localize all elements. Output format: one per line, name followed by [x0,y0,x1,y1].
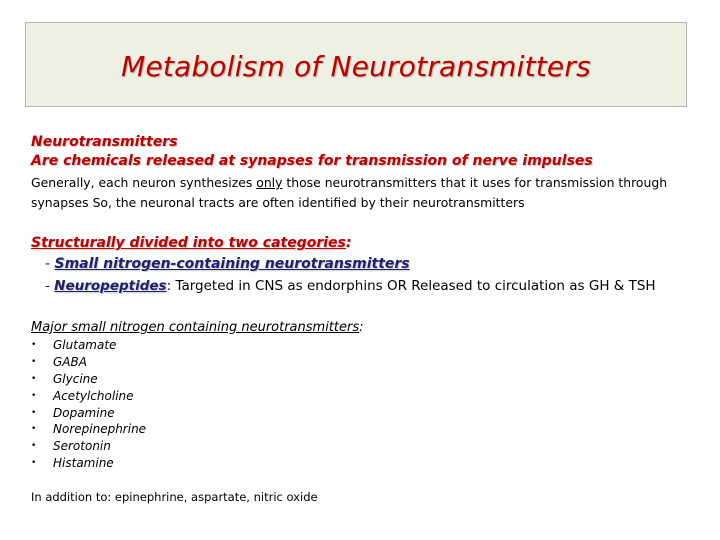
bullet-icon: • [31,340,37,350]
neurotransmitters-heading: Neurotransmitters [31,134,178,150]
neurotransmitters-definition: Are chemicals released at synapses for transmission of nerve impulses [31,153,593,169]
neuropeptides-term: Neuropeptides [54,278,167,294]
general-text-pre: Generally, each neuron synthesizes [31,175,257,190]
list-item [31,354,146,371]
list-item-text: Norepinephrine [53,422,147,437]
major-heading-text: Major small nitrogen containing neurotransmitters [31,320,360,335]
list-item-text: Serotonin [53,439,111,454]
bullet-icon: • [31,390,37,401]
bullet-icon: • [31,356,37,367]
list-item [31,337,146,354]
title-box [25,22,687,107]
bullet-icon: • [31,373,37,384]
bullet-icon: • [31,441,37,452]
list-item-text: Histamine [53,456,114,471]
list-item-text: Acetylcholine [53,388,134,403]
neurotransmitter-list [31,337,146,472]
structure-heading [31,235,352,251]
structure-item-neuropeptides [45,278,656,294]
structure-heading-text: Structurally divided into two categories [31,235,346,251]
structure-heading-colon: : [345,235,352,251]
major-heading-colon: : [359,320,364,335]
slide-title: Metabolism of Neurotransmitters [121,50,591,83]
bullet-icon: • [31,458,37,469]
structure-item-small [45,256,410,272]
list-item [31,421,146,438]
addition-note: In addition to: epinephrine, aspartate, nitric oxide [31,490,318,504]
major-heading [31,320,364,335]
list-item-text: Glycine [53,371,98,386]
neuropeptides-description: : Targeted in CNS as endorphins OR Released to circulation as GH & TSH [166,278,656,294]
general-text-post: those neurotransmitters that it uses for transmission through synapses So, the neuronal tracts are often identified by their neurotransmitters [31,175,668,210]
dash: - [45,256,55,272]
list-item [31,438,146,455]
bullet-icon: • [31,424,37,435]
dash: - [45,278,55,294]
general-paragraph [31,173,701,213]
list-item-text: GABA [53,354,87,369]
list-item [31,371,146,388]
small-nitrogen-category: Small nitrogen-containing neurotransmitters [54,256,410,272]
general-text-only: only [256,175,283,190]
list-item [31,405,146,422]
list-item [31,388,146,405]
list-item-text: Dopamine [53,405,115,420]
bullet-icon: • [31,407,37,418]
list-item [31,455,146,472]
list-item-text: Glutamate [53,338,117,352]
